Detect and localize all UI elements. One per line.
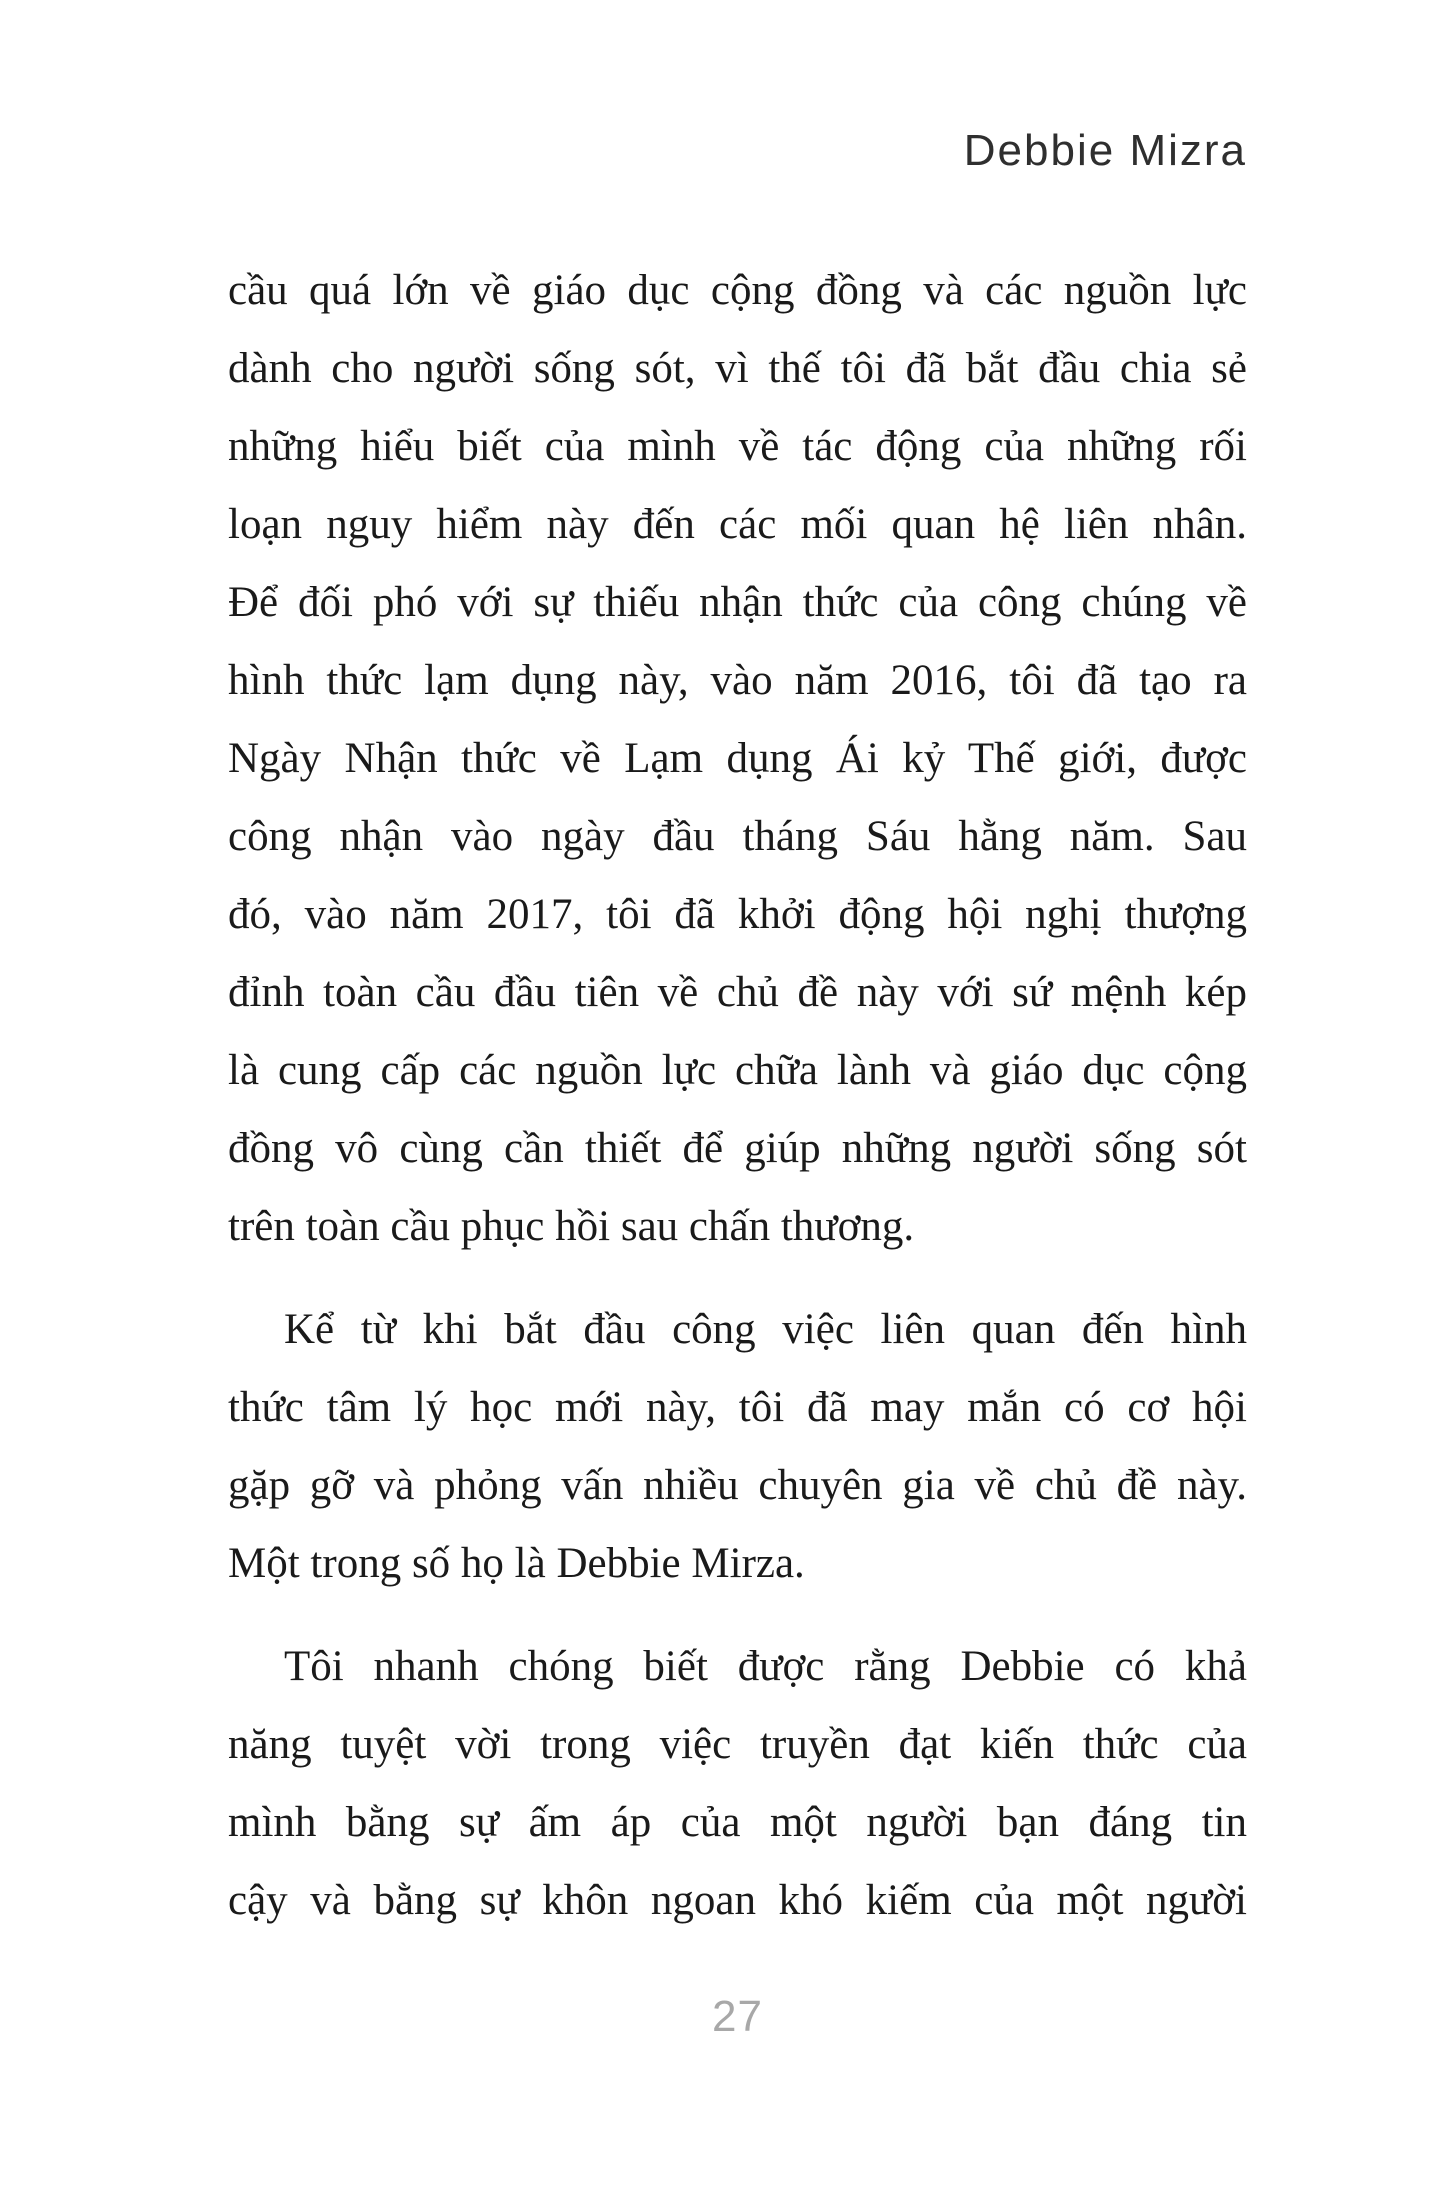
- text-line: Tôi nhanh chóng biết được rằng Debbie có khả: [284, 1643, 1247, 1690]
- text-line: Kể từ khi bắt đầu công việc liên quan đến hình: [284, 1306, 1247, 1353]
- text-line: cậy và bằng sự khôn ngoan khó kiếm của một người: [228, 1877, 1247, 1924]
- text-line: những hiểu biết của mình về tác động của những rối: [228, 423, 1247, 470]
- text-line: công nhận vào ngày đầu tháng Sáu hằng năm. Sau: [228, 813, 1247, 860]
- text-line: đó, vào năm 2017, tôi đã khởi động hội nghị thượng: [228, 891, 1247, 938]
- text-line: dành cho người sống sót, vì thế tôi đã bắt đầu chia sẻ: [228, 345, 1247, 392]
- page-number: 27: [712, 1992, 763, 2041]
- text-line: đồng vô cùng cần thiết để giúp những người sống sót: [228, 1125, 1247, 1172]
- text-line: đỉnh toàn cầu đầu tiên về chủ đề này với sứ mệnh kép: [228, 969, 1247, 1016]
- text-line: năng tuyệt vời trong việc truyền đạt kiến thức của: [228, 1721, 1247, 1768]
- body-text: [228, 252, 1247, 1940]
- text-line: trên toàn cầu phục hồi sau chấn thương.: [228, 1203, 915, 1250]
- text-line: Để đối phó với sự thiếu nhận thức của công chúng về: [228, 579, 1247, 626]
- text-line: mình bằng sự ấm áp của một người bạn đáng tin: [228, 1799, 1247, 1846]
- running-header-author: Debbie Mizra: [963, 126, 1247, 175]
- text-line: cầu quá lớn về giáo dục cộng đồng và các nguồn lực: [228, 267, 1247, 314]
- paragraph-3: [228, 1628, 1247, 1940]
- text-line: là cung cấp các nguồn lực chữa lành và giáo dục cộng: [228, 1047, 1247, 1094]
- text-line: Một trong số họ là Debbie Mirza.: [228, 1540, 805, 1587]
- text-line: loạn nguy hiểm này đến các mối quan hệ liên nhân.: [228, 501, 1247, 548]
- text-line: Ngày Nhận thức về Lạm dụng Ái kỷ Thế giới, được: [228, 735, 1247, 782]
- paragraph-2: [228, 1291, 1247, 1603]
- text-line: hình thức lạm dụng này, vào năm 2016, tôi đã tạo ra: [228, 657, 1247, 704]
- text-line: gặp gỡ và phỏng vấn nhiều chuyên gia về chủ đề này.: [228, 1462, 1247, 1509]
- text-line: thức tâm lý học mới này, tôi đã may mắn có cơ hội: [228, 1384, 1247, 1431]
- paragraph-1: [228, 252, 1247, 1266]
